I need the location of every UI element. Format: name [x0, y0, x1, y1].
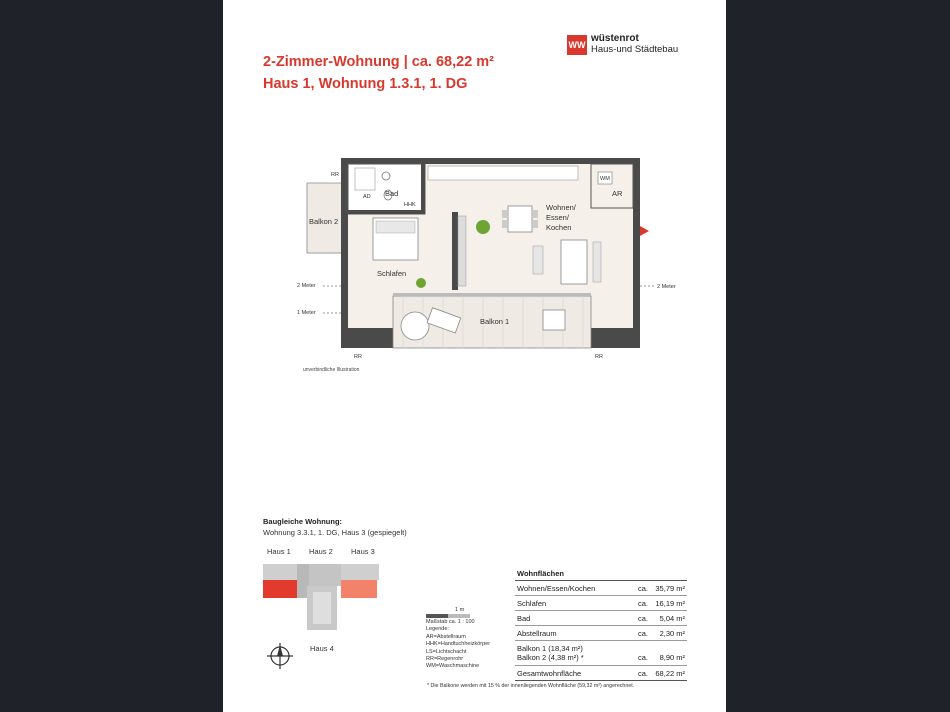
- scale-text: Maßstab ca. 1 : 100: [426, 619, 475, 625]
- table-row: [515, 596, 687, 611]
- area-table: [515, 566, 687, 681]
- area-ca: ca.: [638, 599, 649, 608]
- legend-item: LS=Lichtschacht: [426, 648, 467, 655]
- sun-lounger: [401, 312, 429, 340]
- page-subtitle: Haus 1, Wohnung 1.3.1, 1. DG: [263, 76, 468, 92]
- balcony-table: [543, 310, 565, 330]
- area-value: 2,30 m²: [659, 629, 685, 638]
- logo-name: wüstenrot: [591, 33, 639, 44]
- floorplan: [223, 150, 726, 400]
- table-row: [515, 581, 687, 596]
- area-value: 8,90 m²: [659, 653, 685, 662]
- room-label-wohnen-3: Kochen: [546, 223, 572, 232]
- area-total-label: Gesamtwohnfläche: [517, 669, 582, 678]
- page-title: 2-Zimmer-Wohnung | ca. 68,22 m²: [263, 54, 495, 70]
- identical-heading: Baugleiche Wohnung:: [263, 517, 343, 526]
- room-label-wohnen-1: Wohnen/: [546, 203, 576, 212]
- table-row-balcony: [515, 641, 687, 666]
- area-ca: ca.: [638, 614, 649, 623]
- footnote: * Die Balkone werden mit 15 % der innenliegenden Wohnfläche (59,32 m²) angerechnet.: [427, 683, 635, 689]
- identical-text: Wohnung 3.3.1, 1. DG, Haus 3 (gespiegelt): [263, 528, 407, 537]
- rr-marker-top: RR: [331, 172, 339, 178]
- logo-icon: WW: [567, 35, 587, 55]
- scale-unit: 1 m: [455, 607, 465, 613]
- room-label-bad: Bad: [385, 189, 399, 198]
- table-row-total: [515, 666, 687, 681]
- sofa: [561, 240, 587, 284]
- storage-room: [591, 164, 633, 208]
- legend-title: Legende:: [426, 626, 449, 633]
- area-label: Bad: [517, 614, 531, 623]
- room-label-ad: AD: [363, 194, 371, 200]
- illustration-note: unverbindliche Illustration: [303, 367, 360, 373]
- site-label-haus3: Haus 3: [351, 547, 375, 556]
- room-label-ar: AR: [612, 189, 623, 198]
- dining-table: [508, 206, 532, 232]
- legend: [426, 619, 490, 671]
- logo-tagline: Haus-und Städtebau: [591, 44, 679, 55]
- area-ca: ca.: [638, 584, 649, 593]
- site-label-haus1: Haus 1: [267, 547, 291, 556]
- expose-sheet: [223, 0, 726, 712]
- room-label-hhk: HHK: [404, 202, 416, 208]
- area-label: Balkon 1 (18,34 m²): [517, 644, 583, 653]
- site-label-haus4: Haus 4: [310, 644, 334, 653]
- entrance-arrow-icon: [640, 226, 649, 236]
- legend-item: HHK=Handtuchheizkörper: [426, 641, 491, 648]
- meter-mark-1-left: 1 Meter: [297, 310, 316, 316]
- area-total-value: 68,22 m²: [655, 669, 685, 678]
- area-heading-row: [515, 566, 687, 581]
- area-value: 35,79 m²: [655, 584, 685, 593]
- meter-mark-2-left: 2 Meter: [297, 283, 316, 289]
- area-ca: ca.: [638, 629, 649, 638]
- area-label: Balkon 2 (4,38 m²) *: [517, 653, 584, 662]
- rr-marker-left: RR: [354, 354, 362, 360]
- area-label: Abstellraum: [517, 629, 557, 638]
- site-plan: [261, 558, 391, 638]
- area-ca: ca.: [638, 669, 649, 678]
- table-row: [515, 611, 687, 626]
- area-heading: Wohnflächen: [517, 569, 564, 578]
- site-haus1: [263, 580, 297, 598]
- room-label-balkon2: Balkon 2: [309, 217, 339, 226]
- legend-item: WM=Waschmaschine: [426, 663, 480, 670]
- legend-item: RR=Regenrohr: [426, 656, 464, 663]
- room-label-wohnen-2: Essen/: [546, 213, 569, 222]
- legend-item: AR=Abstellraum: [426, 633, 466, 640]
- area-label: Wohnen/Essen/Kochen: [517, 584, 596, 593]
- area-ca: ca.: [638, 653, 649, 662]
- area-value: 5,04 m²: [659, 614, 685, 623]
- plant: [476, 220, 490, 234]
- room-label-schlafen: Schlafen: [377, 269, 407, 278]
- area-label: Schlafen: [517, 599, 547, 608]
- site-label-haus2: Haus 2: [309, 547, 333, 556]
- room-label-balkon1: Balkon 1: [480, 317, 510, 326]
- site-haus2: [309, 564, 341, 586]
- plant: [416, 278, 426, 288]
- rr-marker-right: RR: [595, 354, 603, 360]
- meter-mark-2-right: 2 Meter: [657, 284, 676, 290]
- kitchen-counter: [428, 166, 578, 180]
- area-value: 16,19 m²: [655, 599, 685, 608]
- compass-icon: [265, 641, 295, 671]
- site-haus3: [341, 580, 377, 598]
- table-row: [515, 626, 687, 641]
- room-label-wm: WM: [600, 176, 610, 182]
